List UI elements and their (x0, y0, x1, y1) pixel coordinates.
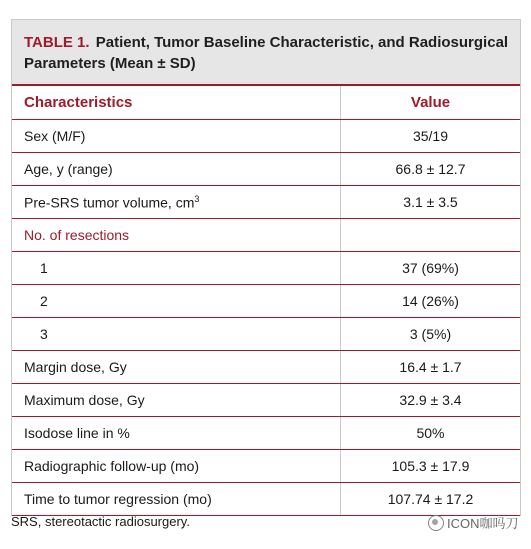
row-value: 107.74 ± 17.2 (341, 483, 521, 516)
row-value: 3.1 ± 3.5 (341, 186, 521, 219)
row-value: 35/19 (341, 120, 521, 153)
table-row (12, 417, 520, 450)
table-container (11, 19, 521, 516)
table-row (12, 450, 520, 483)
table-number: TABLE 1. (24, 34, 90, 51)
row-label (12, 186, 341, 219)
row-label: 1 (12, 252, 341, 285)
row-value: 3 (5%) (341, 318, 521, 351)
row-label: Isodose line in % (12, 417, 341, 450)
row-label: Time to tumor regression (mo) (12, 483, 341, 516)
row-value: 16.4 ± 1.7 (341, 351, 521, 384)
row-value: 50% (341, 417, 521, 450)
row-value: 32.9 ± 3.4 (341, 384, 521, 417)
row-label: 3 (12, 318, 341, 351)
row-value: 66.8 ± 12.7 (341, 153, 521, 186)
header-characteristics: Characteristics (12, 86, 341, 120)
table-row (12, 384, 520, 417)
row-value: 37 (69%) (341, 252, 521, 285)
row-label: Sex (M/F) (12, 120, 341, 153)
table-row (12, 120, 520, 153)
group-row (12, 219, 520, 252)
table-row (12, 483, 520, 516)
table-row (12, 351, 520, 384)
table-row (12, 186, 520, 219)
table-row (12, 285, 520, 318)
wechat-logo-icon (428, 515, 444, 531)
superscript-unit: 3 (194, 193, 200, 204)
table-title: Patient, Tumor Baseline Characteristic, and Radiosurgical Parameters (Mean ± SD) (24, 34, 509, 72)
row-value: 105.3 ± 17.9 (341, 450, 521, 483)
data-table (12, 86, 520, 516)
row-label: Age, y (range) (12, 153, 341, 186)
row-value: 14 (26%) (341, 285, 521, 318)
row-label: Maximum dose, Gy (12, 384, 341, 417)
row-label: Margin dose, Gy (12, 351, 341, 384)
table-row (12, 252, 520, 285)
header-row (12, 86, 520, 120)
group-label: No. of resections (12, 219, 341, 252)
row-label: 2 (12, 285, 341, 318)
watermark (428, 513, 519, 532)
row-value (341, 219, 521, 252)
table-row (12, 318, 520, 351)
row-label: Radiographic follow-up (mo) (12, 450, 341, 483)
table-caption (12, 20, 520, 84)
table-row (12, 153, 520, 186)
table-footnote: SRS, stereotactic radiosurgery. (11, 514, 190, 529)
row-label-text: Pre-SRS tumor volume, cm (24, 194, 195, 211)
header-value: Value (341, 86, 521, 120)
watermark-text: ICON咖吗刀 (447, 516, 519, 531)
